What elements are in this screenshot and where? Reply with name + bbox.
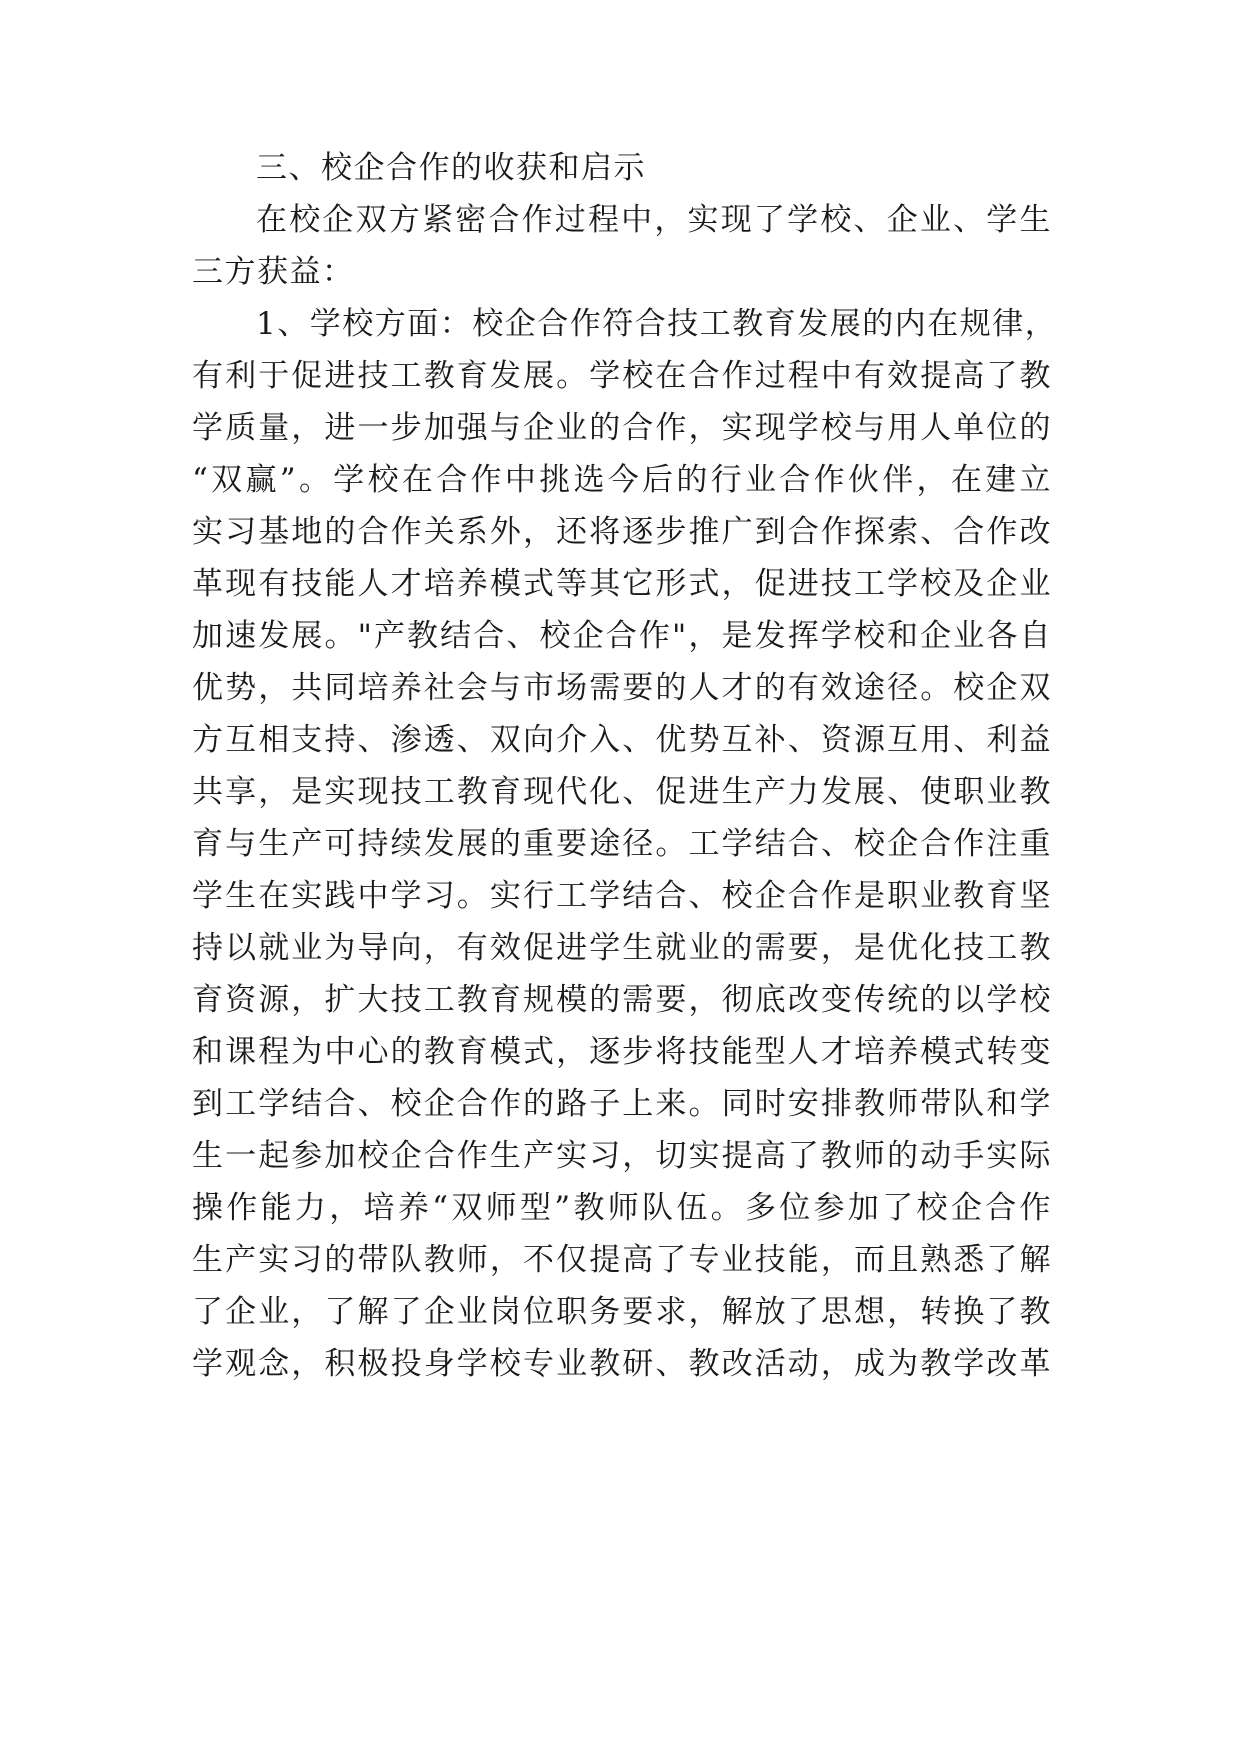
paragraph-line: 操作能力，培养“双师型”教师队伍。多位参加了校企合作 [192, 1190, 1052, 1226]
paragraph-line: 实习基地的合作关系外，还将逐步推广到合作探索、合作改 [192, 514, 1052, 550]
paragraph-line: 到工学结合、校企合作的路子上来。同时安排教师带队和学 [192, 1086, 1052, 1122]
paragraph-line: 革现有技能人才培养模式等其它形式，促进技工学校及企业 [192, 566, 1052, 602]
paragraph-line: 生一起参加校企合作生产实习，切实提高了教师的动手实际 [192, 1138, 1052, 1174]
paragraph-line: 生产实习的带队教师，不仅提高了专业技能，而且熟悉了解 [192, 1242, 1052, 1278]
paragraph-line: 在校企双方紧密合作过程中，实现了学校、企业、学生 [256, 202, 1052, 238]
paragraph-line: 学生在实践中学习。实行工学结合、校企合作是职业教育坚 [192, 878, 1052, 914]
paragraph-line: 育资源，扩大技工教育规模的需要，彻底改变传统的以学校 [192, 982, 1052, 1018]
paragraph-line: 1、学校方面：校企合作符合技工教育发展的内在规律， [256, 306, 1058, 342]
paragraph-line: “双赢”。学校在合作中挑选今后的行业合作伙伴，在建立 [192, 462, 1052, 498]
paragraph-line: 加速发展。"产教结合、校企合作"，是发挥学校和企业各自 [192, 618, 1052, 654]
paragraph-line: 有利于促进技工教育发展。学校在合作过程中有效提高了教 [192, 358, 1052, 394]
paragraph-line: 优势，共同培养社会与市场需要的人才的有效途径。校企双 [192, 670, 1052, 706]
paragraph-line: 学质量，进一步加强与企业的合作，实现学校与用人单位的 [192, 410, 1052, 446]
paragraph-line: 了企业，了解了企业岗位职务要求，解放了思想，转换了教 [192, 1294, 1052, 1330]
paragraph-line: 三方获益： [192, 254, 355, 290]
paragraph-line: 方互相支持、渗透、双向介入、优势互补、资源互用、利益 [192, 722, 1052, 758]
paragraph-line: 和课程为中心的教育模式，逐步将技能型人才培养模式转变 [192, 1034, 1052, 1070]
paragraph-line: 共享，是实现技工教育现代化、促进生产力发展、使职业教 [192, 774, 1052, 810]
paragraph-line: 育与生产可持续发展的重要途径。工学结合、校企合作注重 [192, 826, 1052, 862]
paragraph-line: 学观念，积极投身学校专业教研、教改活动，成为教学改革 [192, 1346, 1052, 1382]
section-heading: 三、校企合作的收获和启示 [256, 150, 646, 186]
paragraph-line: 持以就业为导向，有效促进学生就业的需要，是优化技工教 [192, 930, 1052, 966]
